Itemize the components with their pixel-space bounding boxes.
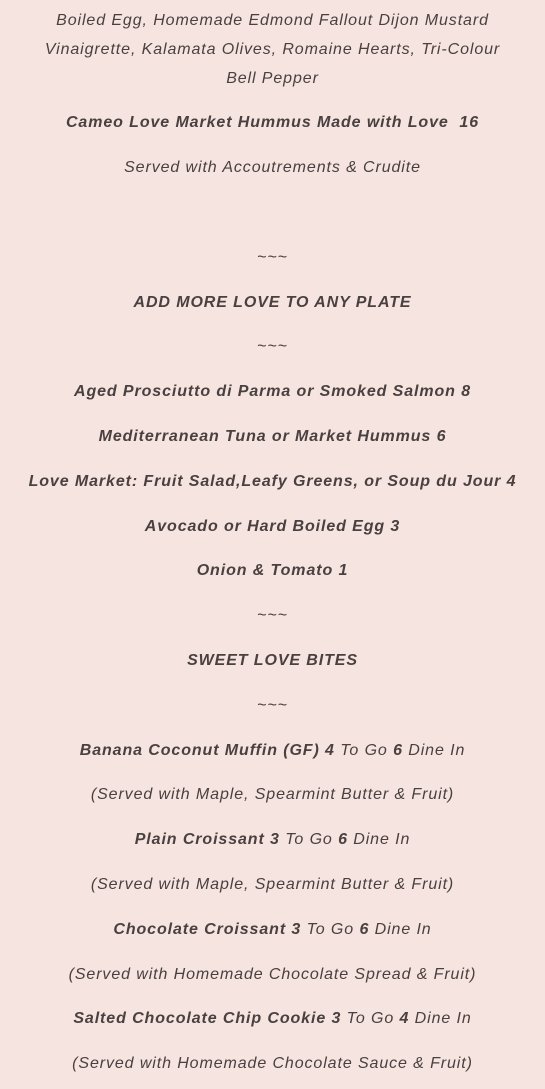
separator: ~~~ bbox=[256, 249, 289, 266]
add-on-item: Mediterranean Tuna or Market Hummus 6 bbox=[98, 428, 447, 445]
add-on-item: Love Market: Fruit Salad,Leafy Greens, or Soup du Jour 4 bbox=[28, 473, 517, 490]
dine-in-label: Dine In bbox=[353, 831, 411, 848]
sweet-heading: SWEET LOVE BITES bbox=[187, 652, 358, 669]
salad-ingredients: Boiled Egg, Homemade Edmond Fallout Dijon Mustard Vinaigrette, Kalamata Olives, Romaine Hearts, Tri-Colour Bell Pepper bbox=[44, 12, 501, 87]
add-on-item: Aged Prosciutto di Parma or Smoked Salmon 8 bbox=[73, 383, 471, 400]
sweet-item-note: (Served with Homemade Chocolate Spread & Fruit) bbox=[68, 966, 477, 983]
add-on-item: Onion & Tomato 1 bbox=[196, 562, 349, 579]
sweet-item-name: Banana Coconut Muffin (GF) 4 bbox=[79, 742, 335, 759]
separator: ~~~ bbox=[256, 697, 289, 714]
to-go-label: To Go bbox=[285, 831, 333, 848]
add-on-item: Avocado or Hard Boiled Egg 3 bbox=[144, 518, 401, 535]
hummus-item bbox=[0, 108, 545, 137]
hummus-price: 16 bbox=[459, 114, 480, 131]
dine-in-label: Dine In bbox=[408, 742, 466, 759]
sweet-item-name: Salted Chocolate Chip Cookie 3 bbox=[73, 1010, 342, 1027]
add-more-heading: ADD MORE LOVE TO ANY PLATE bbox=[133, 294, 412, 311]
sweet-item-name: Chocolate Croissant 3 bbox=[113, 921, 302, 938]
sweet-item-name: Plain Croissant 3 bbox=[134, 831, 280, 848]
to-go-label: To Go bbox=[346, 1010, 395, 1027]
dine-in-price: 6 bbox=[338, 831, 348, 848]
separator: ~~~ bbox=[256, 607, 289, 624]
sweet-item bbox=[0, 825, 545, 854]
to-go-label: To Go bbox=[340, 742, 388, 759]
sweet-item bbox=[0, 915, 545, 944]
dine-in-price: 6 bbox=[393, 742, 403, 759]
hummus-title: Cameo Love Market Hummus Made with Love bbox=[65, 114, 449, 131]
dine-in-label: Dine In bbox=[414, 1010, 472, 1027]
to-go-label: To Go bbox=[306, 921, 355, 938]
sweet-item-note: (Served with Maple, Spearmint Butter & Fruit) bbox=[90, 876, 455, 893]
sweet-item-note: (Served with Maple, Spearmint Butter & Fruit) bbox=[90, 786, 455, 803]
sweet-item-note: (Served with Homemade Chocolate Sauce & Fruit) bbox=[72, 1055, 473, 1072]
dine-in-price: 6 bbox=[359, 921, 370, 938]
sweet-item bbox=[0, 736, 545, 765]
sweet-item bbox=[0, 1004, 545, 1033]
hummus-description: Served with Accoutrements & Crudite bbox=[124, 159, 421, 176]
separator: ~~~ bbox=[256, 338, 289, 355]
dine-in-label: Dine In bbox=[374, 921, 432, 938]
dine-in-price: 4 bbox=[399, 1010, 410, 1027]
